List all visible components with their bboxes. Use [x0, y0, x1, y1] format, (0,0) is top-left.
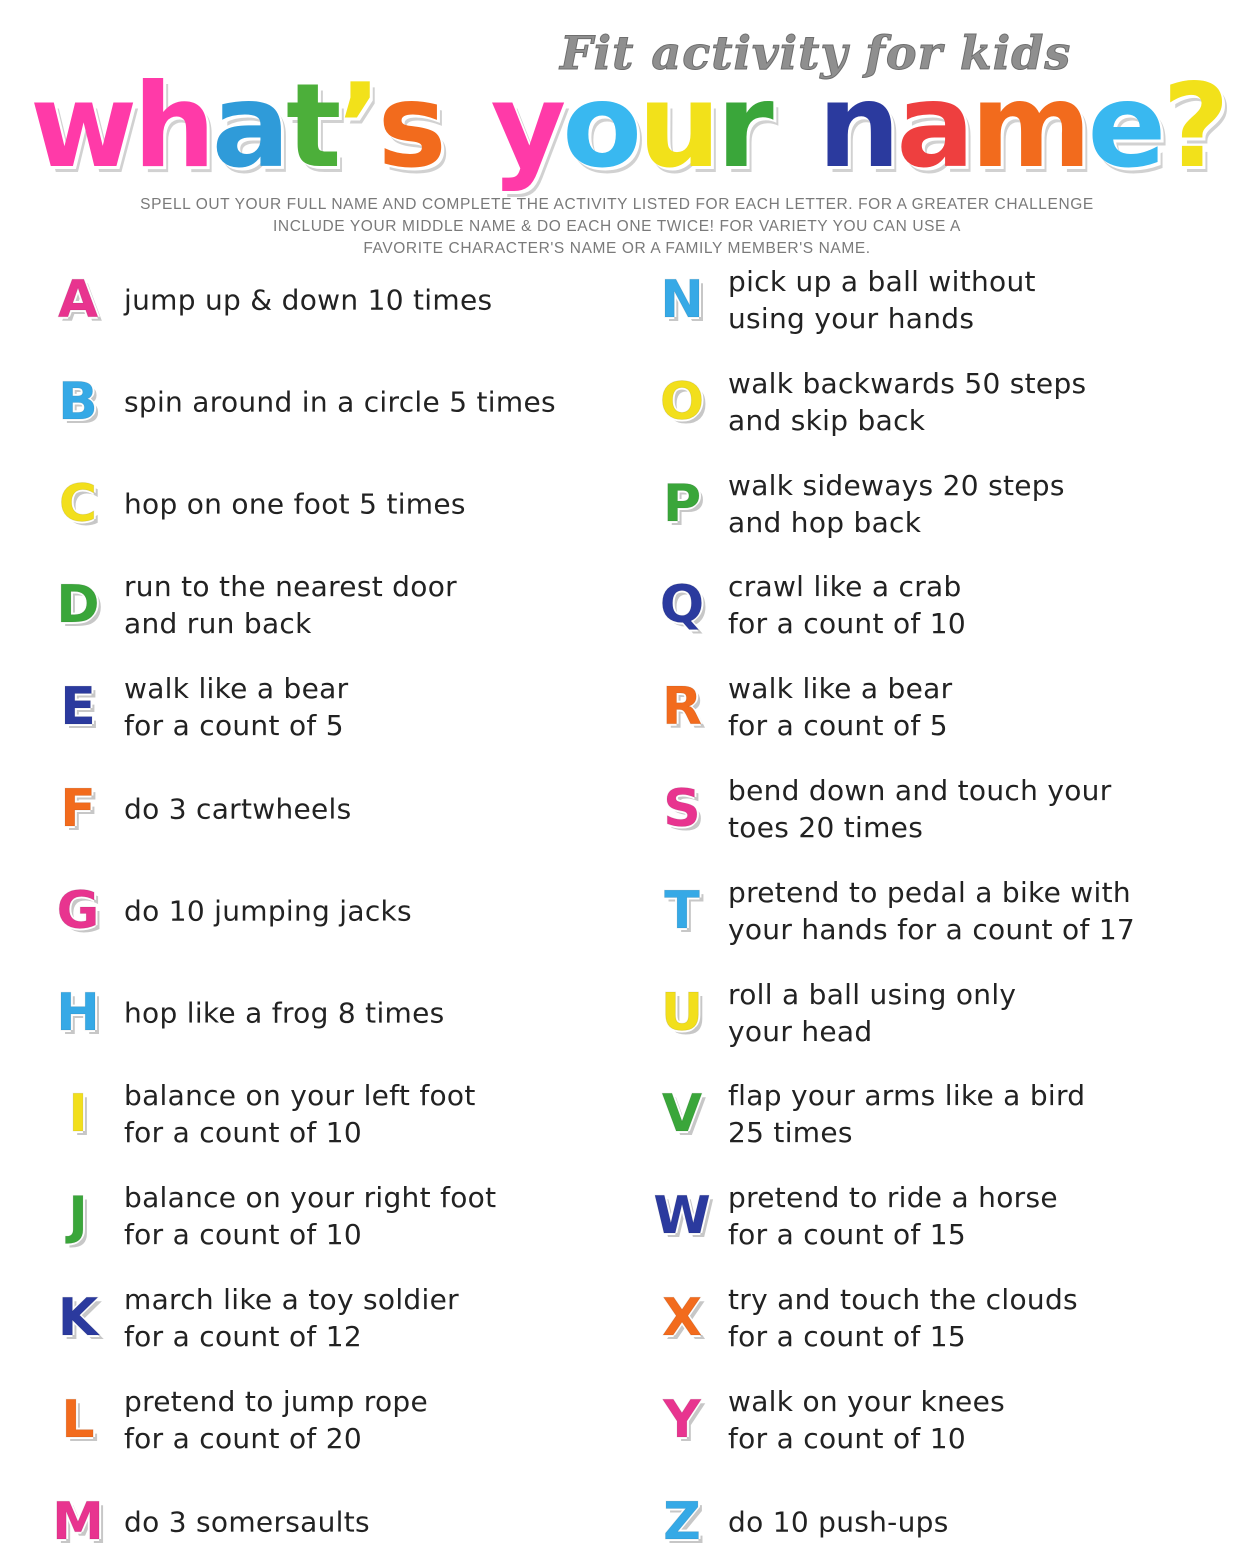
activity-line: and skip back	[728, 403, 926, 437]
activity-row-o	[652, 357, 1212, 447]
activity-line: walk on your knees	[728, 1384, 1005, 1418]
activity-row-l	[48, 1375, 608, 1465]
activity-line: spin around in a circle 5 times	[124, 385, 556, 419]
activity-letter: Z	[663, 1491, 701, 1552]
activity-line: for a count of 15	[728, 1218, 966, 1252]
activity-letter: P	[662, 473, 702, 534]
activity-line: hop like a frog 8 times	[124, 996, 445, 1030]
activity-row-c	[48, 459, 608, 549]
activity-line: walk sideways 20 steps	[728, 468, 1065, 502]
activity-letter: O	[659, 371, 705, 432]
activity-text	[728, 772, 1208, 846]
activity-line: balance on your left foot	[124, 1079, 476, 1113]
activity-line: bend down and touch your	[728, 774, 1112, 807]
activity-letter: J	[68, 1186, 88, 1247]
subtitle: Fit activity for kids	[560, 26, 1072, 80]
activity-row-n	[652, 255, 1212, 345]
activity-line: for a count of 10	[124, 1116, 362, 1150]
title-letter: u	[637, 59, 717, 194]
activity-letter: R	[661, 677, 703, 738]
activity-line: crawl like a crab	[728, 570, 962, 604]
activity-line: for a count of 10	[124, 1218, 362, 1252]
activity-text	[728, 976, 1208, 1050]
page-title	[30, 59, 1226, 194]
activity-letter: I	[68, 1084, 88, 1145]
activity-line: hop on one foot 5 times	[124, 487, 466, 521]
activity-row-b	[48, 357, 608, 447]
activity-letter: Q	[659, 575, 705, 636]
activity-row-t	[652, 866, 1212, 956]
activity-letter: F	[60, 779, 96, 839]
activity-row-p	[652, 459, 1212, 549]
activity-text	[124, 383, 604, 420]
activity-line: do 10 push-ups	[728, 1505, 949, 1539]
activity-text	[728, 568, 1208, 642]
activity-text	[124, 670, 604, 744]
title-letter: n	[817, 59, 897, 194]
activity-line: for a count of 5	[124, 709, 344, 743]
activity-line: try and touch the clouds	[728, 1283, 1078, 1316]
activity-text	[728, 1383, 1208, 1457]
title-letter: y	[490, 59, 563, 194]
activity-text	[124, 282, 604, 319]
activity-text	[124, 1077, 604, 1151]
activity-row-h	[48, 968, 608, 1058]
title-letter: ?	[1162, 59, 1226, 194]
activity-letter: W	[653, 1186, 711, 1247]
activity-text	[124, 1383, 604, 1457]
activity-line: for a count of 10	[728, 607, 966, 641]
instruction-line: INCLUDE YOUR MIDDLE NAME & DO EACH ONE TWICE! FOR VARIETY YOU CAN USE A	[273, 218, 961, 235]
activity-line: flap your arms like a bird	[728, 1079, 1086, 1113]
activity-letter: B	[58, 371, 98, 432]
activity-letter: K	[57, 1288, 99, 1348]
title-letter: o	[562, 59, 638, 194]
activity-row-d	[48, 560, 608, 650]
activity-line: walk like a bear	[728, 672, 953, 706]
activity-letter: U	[660, 982, 704, 1043]
activity-text	[728, 670, 1208, 744]
activity-row-y	[652, 1375, 1212, 1465]
activity-row-w	[652, 1171, 1212, 1261]
activity-line: pretend to jump rope	[124, 1384, 429, 1418]
activity-letter: S	[663, 779, 701, 839]
activity-line: 25 times	[728, 1116, 853, 1150]
activity-letter: X	[661, 1288, 703, 1348]
title-letter: h	[133, 59, 212, 194]
activity-line: for a count of 20	[124, 1421, 362, 1455]
activity-row-e	[48, 662, 608, 752]
title-letter: a	[896, 59, 971, 194]
activity-letter: T	[664, 880, 700, 941]
activity-row-u	[652, 968, 1212, 1058]
activity-line: and run back	[124, 607, 312, 641]
activity-row-x	[652, 1273, 1212, 1363]
activity-text	[728, 1179, 1208, 1253]
title-letter: t	[286, 59, 338, 194]
activity-letter: V	[661, 1084, 703, 1145]
activity-text	[728, 1503, 1208, 1540]
instruction-line: SPELL OUT YOUR FULL NAME AND COMPLETE THE ACTIVITY LISTED FOR EACH LETTER. FOR A GREATER CHALLENGE	[140, 196, 1094, 213]
activity-text	[124, 1503, 604, 1540]
activity-line: do 10 jumping jacks	[124, 894, 412, 928]
activity-line: walk backwards 50 steps	[728, 366, 1087, 400]
activity-row-f	[48, 764, 608, 854]
activity-letter: H	[56, 982, 100, 1043]
activity-letter: A	[57, 270, 99, 330]
activity-line: do 3 somersaults	[124, 1505, 370, 1539]
activity-text	[728, 1281, 1208, 1355]
activity-line: using your hands	[728, 302, 975, 335]
title-letter: ’	[337, 59, 378, 194]
activity-text	[124, 892, 604, 929]
activity-line: roll a ball using only	[728, 977, 1017, 1011]
activity-text	[124, 1179, 604, 1253]
activity-letter: Y	[663, 1389, 701, 1450]
activity-text	[728, 263, 1208, 337]
title-letter: r	[716, 59, 770, 194]
instructions	[20, 194, 1214, 260]
title-letter: a	[211, 59, 287, 194]
activity-line: and hop back	[728, 505, 922, 539]
activity-row-g	[48, 866, 608, 956]
activity-line: pretend to pedal a bike with	[728, 875, 1131, 909]
activity-letter: G	[56, 880, 100, 941]
activity-row-s	[652, 764, 1212, 854]
title-letter: m	[970, 59, 1088, 194]
activity-line: do 3 cartwheels	[124, 792, 352, 826]
activity-line: your head	[728, 1014, 873, 1048]
title-letter: e	[1087, 59, 1163, 194]
activity-line: for a count of 12	[124, 1320, 362, 1353]
activity-row-m	[48, 1477, 608, 1567]
activity-text	[728, 874, 1208, 948]
activity-letter: M	[52, 1491, 104, 1552]
activity-letter: N	[660, 270, 704, 330]
activity-line: for a count of 10	[728, 1421, 966, 1455]
activity-line: for a count of 5	[728, 709, 948, 743]
activity-letter: L	[61, 1389, 95, 1450]
activity-text	[728, 1077, 1208, 1151]
activity-row-a	[48, 255, 608, 345]
activity-text	[728, 467, 1208, 541]
activity-line: pick up a ball without	[728, 265, 1036, 298]
activity-text	[728, 365, 1208, 439]
activity-line: run to the nearest door	[124, 570, 457, 604]
activity-letter: C	[58, 473, 98, 534]
instruction-line: FAVORITE CHARACTER'S NAME OR A FAMILY MEMBER'S NAME.	[363, 240, 871, 257]
activity-line: march like a toy soldier	[124, 1283, 459, 1316]
activity-line: jump up & down 10 times	[124, 283, 493, 317]
activity-row-i	[48, 1069, 608, 1159]
activity-text	[124, 485, 604, 522]
activity-row-k	[48, 1273, 608, 1363]
activity-text	[124, 994, 604, 1031]
activity-line: toes 20 times	[728, 811, 924, 844]
title-letter: s	[377, 59, 443, 194]
activity-line: your hands for a count of 17	[728, 912, 1136, 946]
activity-row-z	[652, 1477, 1212, 1567]
activity-letter: D	[56, 575, 100, 636]
activity-letter: E	[60, 677, 96, 738]
activity-text	[124, 1281, 604, 1355]
activity-row-v	[652, 1069, 1212, 1159]
activity-line: for a count of 15	[728, 1320, 966, 1353]
title-letter: w	[30, 59, 134, 194]
activity-text	[124, 568, 604, 642]
activity-row-r	[652, 662, 1212, 752]
activity-text	[124, 791, 604, 828]
activity-row-q	[652, 560, 1212, 650]
activity-line: walk like a bear	[124, 672, 349, 706]
activity-line: pretend to ride a horse	[728, 1181, 1058, 1215]
activity-line: balance on your right foot	[124, 1181, 497, 1215]
activity-row-j	[48, 1171, 608, 1261]
